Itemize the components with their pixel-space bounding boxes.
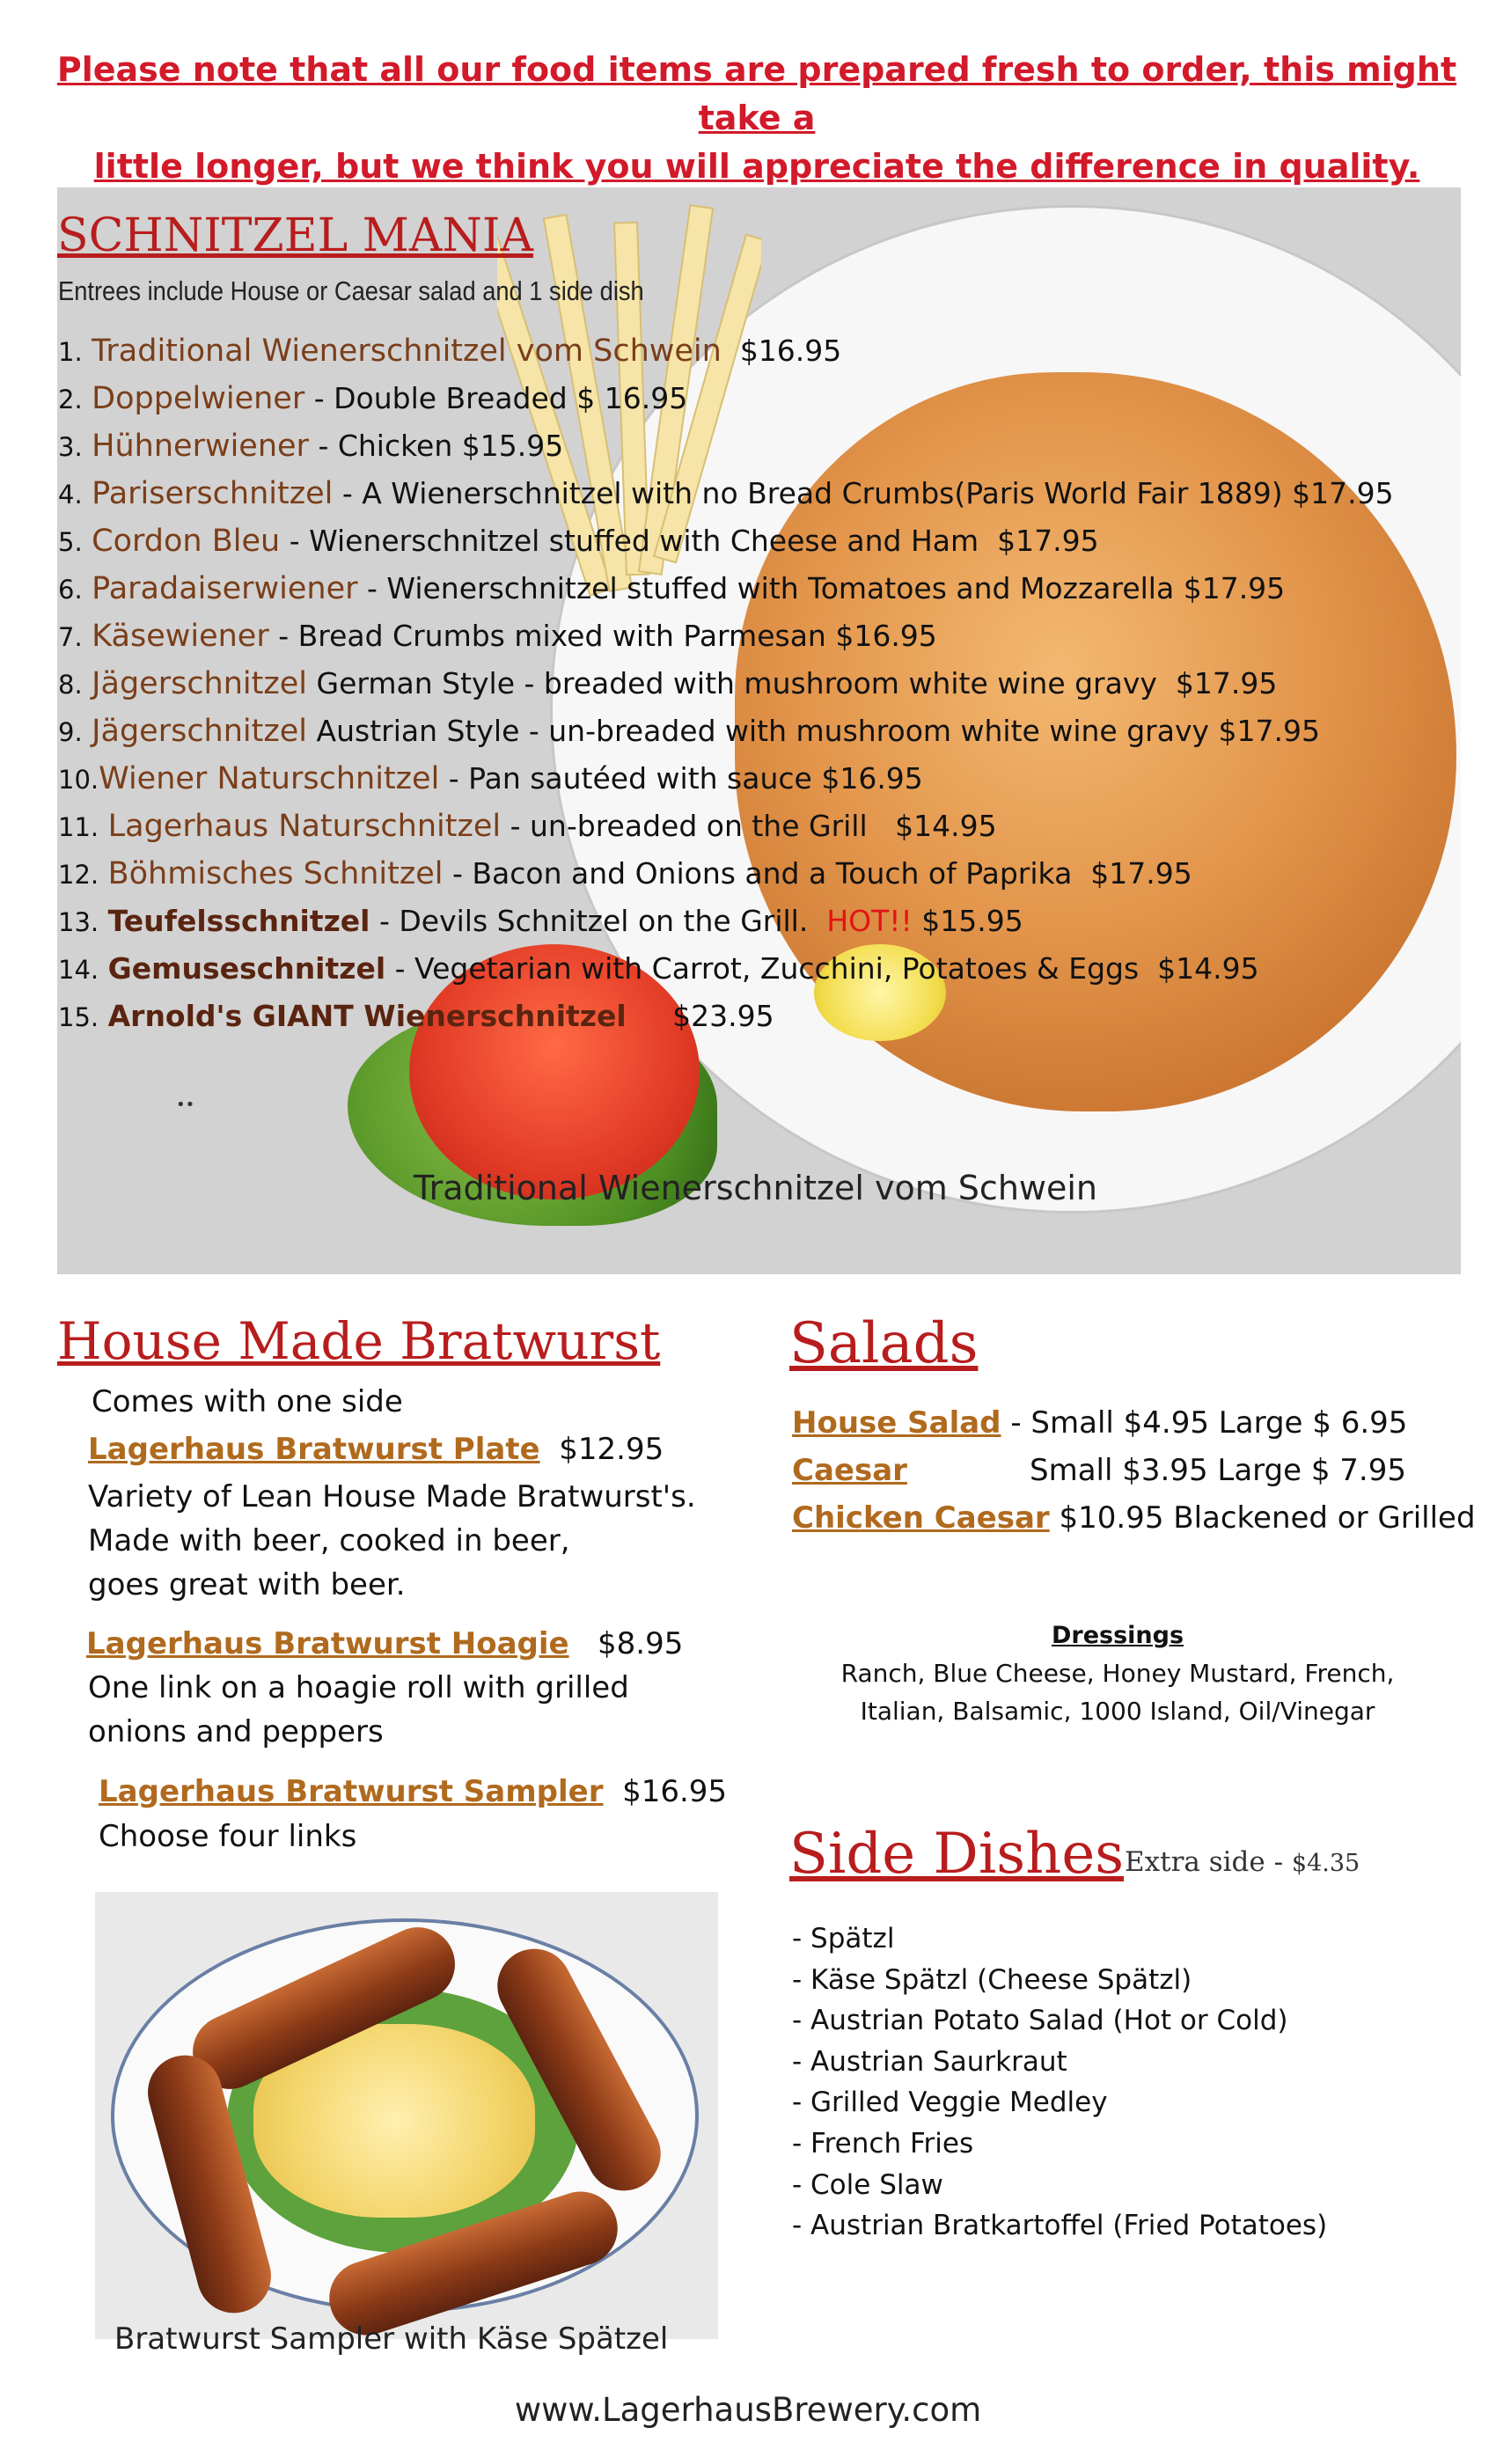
list-item: - Spätzl: [792, 1923, 895, 1954]
freshness-notice: [35, 46, 1478, 191]
bratwurst-sampler-desc: Choose four links: [99, 1819, 357, 1854]
bratwurst-plate-link[interactable]: Lagerhaus Bratwurst Plate: [88, 1432, 540, 1467]
bratwurst-photo-caption: Bratwurst Sampler with Käse Spätzel: [114, 2321, 669, 2357]
extra-side-price: Extra side - $4.35: [1125, 1846, 1360, 1878]
bratwurst-hoagie-row: [86, 1622, 683, 1666]
list-item: 8. Jägerschnitzel German Style - breaded with mushroom white wine gravy $17.95: [58, 666, 1278, 701]
schnitzel-list: [58, 327, 1466, 1040]
list-item: 5. Cordon Bleu - Wienerschnitzel stuffed with Cheese and Ham $17.95: [58, 524, 1099, 559]
bratwurst-title: House Made Bratwurst: [57, 1311, 661, 1371]
list-item: 7. Käsewiener - Bread Crumbs mixed with Parmesan $16.95: [58, 619, 937, 654]
list-item: 12. Böhmisches Schnitzel - Bacon and Onions and a Touch of Paprika $17.95: [58, 856, 1192, 891]
list-item: 10.Wiener Naturschnitzel - Pan sautéed with sauce $16.95: [58, 761, 923, 796]
bratwurst-sampler-photo: [95, 1892, 718, 2339]
list-item: 13. Teufelsschnitzel - Devils Schnitzel on the Grill. HOT!! $15.95: [58, 904, 1023, 938]
list-item: - Austrian Bratkartoffel (Fried Potatoes): [792, 2210, 1328, 2242]
schnitzel-subtitle: Entrees include House or Caesar salad and 1 side dish: [58, 275, 644, 306]
bratwurst-hoagie-price: $8.95: [598, 1626, 684, 1661]
schnitzel-title: SCHNITZEL MANIA: [57, 209, 534, 262]
list-item: - Cole Slaw: [792, 2168, 943, 2201]
chicken-caesar-link[interactable]: Chicken Caesar: [792, 1500, 1050, 1536]
caesar-salad-row: Caesar Small $3.95 Large $ 7.95: [792, 1453, 1406, 1488]
bratwurst-plate-row: [88, 1427, 664, 1471]
list-item: - Austrian Potato Salad (Hot or Cold): [792, 2005, 1288, 2037]
list-item: 14. Gemuseschnitzel - Vegetarian with Carrot, Zucchini, Potatoes & Eggs $14.95: [58, 951, 1259, 986]
dressings-heading: Dressings: [1051, 1622, 1184, 1649]
bratwurst-hoagie-link[interactable]: Lagerhaus Bratwurst Hoagie: [86, 1626, 569, 1661]
schnitzel-photo-caption: Traditional Wienerschnitzel vom Schwein: [414, 1169, 1097, 1207]
list-item: 2. Doppelwiener - Double Breaded $ 16.95: [58, 381, 688, 416]
website-link[interactable]: www.LagerhausBrewery.com: [514, 2391, 982, 2429]
hot-label: HOT!!: [826, 904, 913, 938]
list-item: 15. Arnold's GIANT Wienerschnitzel $23.95: [58, 999, 774, 1033]
house-salad-row: House Salad - Small $4.95 Large $ 6.95: [792, 1405, 1408, 1441]
list-item: 9. Jägerschnitzel Austrian Style - un-breaded with mushroom white wine gravy $17.95: [58, 714, 1320, 749]
list-item: 11. Lagerhaus Naturschnitzel - un-breaded on the Grill $14.95: [58, 809, 997, 844]
notice-line-1: Please note that all our food items are prepared fresh to order, this might take a: [56, 50, 1457, 137]
house-salad-link[interactable]: House Salad: [792, 1405, 1001, 1441]
list-item: 6. Paradaiserwiener - Wienerschnitzel stuffed with Tomatoes and Mozzarella $17.95: [58, 571, 1286, 606]
notice-line-2: little longer, but we think you will appreciate the difference in quality.: [93, 147, 1420, 186]
side-dishes-list: [792, 1918, 1327, 2247]
bratwurst-sampler-link[interactable]: Lagerhaus Bratwurst Sampler: [99, 1774, 604, 1809]
list-item: - Käse Spätzl (Cheese Spätzl): [792, 1963, 1192, 1996]
list-item: - French Fries: [792, 2127, 974, 2160]
list-item: 1. Traditional Wienerschnitzel vom Schwein $16.95: [58, 334, 842, 369]
list-item: - Austrian Saurkraut: [792, 2045, 1067, 2078]
list-item: 3. Hühnerwiener - Chicken $15.95: [58, 429, 564, 464]
decorative-dots: ••: [176, 1096, 195, 1114]
chicken-caesar-row: Chicken Caesar $10.95 Blackened or Grilled: [792, 1500, 1476, 1536]
dressings-list: Ranch, Blue Cheese, Honey Mustard, French, Italian, Balsamic, 1000 Island, Oil/Vinegar: [840, 1659, 1395, 1726]
bratwurst-sampler-price: $16.95: [622, 1774, 728, 1809]
bratwurst-plate-desc: Variety of Lean House Made Bratwurst's. Made with beer, cooked in beer, goes great with beer.: [88, 1479, 696, 1602]
side-dishes-title: Side Dishes: [789, 1822, 1125, 1887]
bratwurst-hoagie-desc: One link on a hoagie roll with grilled onions and peppers: [88, 1670, 629, 1749]
caesar-salad-link[interactable]: Caesar: [792, 1453, 907, 1488]
bratwurst-sampler-row: [99, 1770, 727, 1814]
list-item: 4. Pariserschnitzel - A Wienerschnitzel with no Bread Crumbs(Paris World Fair 1889) $17.95: [58, 476, 1394, 511]
salads-title: Salads: [789, 1311, 979, 1376]
list-item: - Grilled Veggie Medley: [792, 2086, 1108, 2119]
bratwurst-plate-price: $12.95: [559, 1432, 664, 1467]
bratwurst-comes-with: Comes with one side: [92, 1384, 403, 1419]
